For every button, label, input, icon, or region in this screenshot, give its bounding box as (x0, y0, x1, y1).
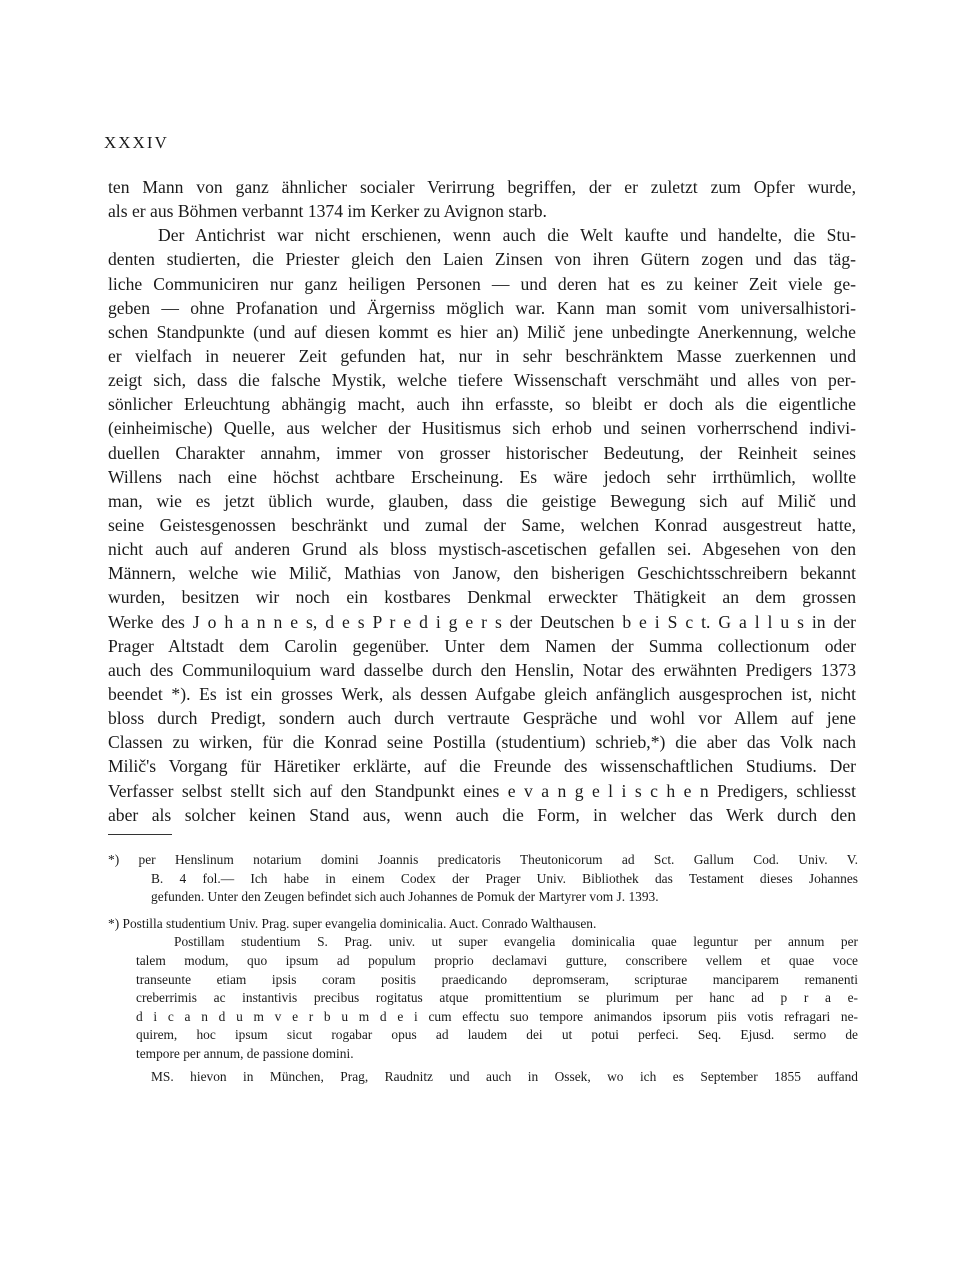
text-line: bloss durch Predigt, sondern auch durch vertraute Gespräche und wohl vor Allem auf jene (108, 708, 856, 729)
text-line: Verfasser selbst stellt sich auf den Standpunkt eines e v a n g e l i s c h e n Predigers, schliesst (108, 780, 856, 801)
footnote-line: gefunden. Unter den Zeugen befindet sich auch Johannes de Pomuk der Martyrer vom J. 1393. (151, 889, 659, 905)
footnote-line: quirem, hoc ipsum sicut rogabar opus ad laudem dei ut potui perfeci. Seq. Ejusd. sermo de (136, 1027, 858, 1043)
text-line: Der Antichrist war nicht erschienen, wenn auch die Welt kaufte und handelte, die Stu- (158, 225, 856, 246)
text-line: ten Mann von ganz ähnlicher socialer Verirrung begriffen, der er zuletzt zum Opfer wurde, (108, 177, 856, 197)
text-line: nicht auch auf anderen Grund als bloss mystisch-ascetischen gefallen sei. Abgesehen von den (108, 539, 856, 560)
text-line: denten studierten, die Priester gleich den Laien Zinsen von ihren Gütern zogen und das täg- (108, 249, 856, 270)
footnote-line: Postillam studentium S. Prag. univ. ut super evangelia dominicalia quae leguntur per annum per (174, 934, 858, 950)
footnote-text: per Henslinum notarium domini Joannis predicatoris Theutonicorum ad Sct. Gallum Cod. Univ. V. (138, 852, 858, 867)
text-line: seine Geistesgenossen beschränkt und zumal der Same, welchen Konrad ausgestreut hatte, (108, 514, 856, 535)
text-line: schen Standpunkte (und auf diesen kommt es hier an) Milič jene unbedingte Anerkennung, welche (108, 321, 856, 342)
footnote-line (108, 915, 858, 934)
footnote-marker: *) (108, 915, 120, 931)
footnote-1 (108, 851, 858, 907)
footnote-line: transeunte etiam ipsis coram positis praedicando depromseram, scripturae manciparem remanenti (136, 971, 858, 987)
footnote-line (108, 851, 858, 870)
text-line: Classen zu wirken, für die Konrad seine Postilla (studentium) schrieb,*) die aber das Volk nach (108, 732, 856, 753)
footnote-line: d i c a n d u m v e r b u m d e i cum effectu suo tempore animandos ipsorum piis votis refragari ne- (136, 1008, 858, 1024)
text-line: sönlicher Erleuchtung abhängig macht, auch ihn erfasste, so bleibt er doch als die eigentliche (108, 394, 856, 415)
text-line: (einheimische) Quelle, aus welcher der Husitismus sich erhob und seinen vorherrschend indivi- (108, 418, 856, 439)
footnotes (108, 851, 858, 1086)
footnote-2 (108, 915, 858, 1086)
page-number: XXXIV (104, 133, 169, 152)
text-line: beendet *). Es ist ein grosses Werk, als dessen Aufgabe gleich anfänglich ausgesprochen ist, nicht (108, 683, 856, 704)
footnote-gap (108, 907, 858, 915)
footnote-line: creberrimis ac instantivis precibus rogitatus atque promittentium se plurimum per hanc ad p r a e- (136, 990, 858, 1006)
footnote-line: tempore per annum, de passione domini. (136, 1045, 354, 1061)
text-line: auch des Communiloquium ward dasselbe durch den Henslin, Notar des erwähnten Predigers 1373 (108, 659, 856, 680)
text-line: Milič's Vorgang für Häretiker erklärte, auf die Freunde des wissenschaftlichen Studiums. Der (108, 756, 856, 777)
text-line: man, wie es jetzt üblich wurde, glauben, dass die geistige Bewegung sich auf Milič und (108, 490, 856, 511)
footnote-separator (108, 834, 172, 835)
text-line: Prager Altstadt dem Carolin gegenüber. Unter dem Namen der Summa collectionum oder (108, 635, 856, 656)
text-line: aber als solcher keinen Stand aus, wenn auch die Form, in welcher das Werk durch den (108, 804, 856, 825)
footnote-marker: *) (108, 852, 120, 867)
text-line: zeigt sich, dass die falsche Mystik, welche tiefere Wissenschaft verschmäht und alles von per- (108, 370, 856, 391)
footnote-line: MS. hievon in München, Prag, Raudnitz und auch in Ossek, wo ich es September 1855 auffand (151, 1068, 858, 1084)
text-line: geben — ohne Profanation und Ärgerniss möglich war. Kann man somit vom universalhistori- (108, 297, 856, 318)
text-line: wurden, besitzen wir noch ein kostbares Denkmal erweckter Thätigkeit an dem grossen (108, 587, 856, 608)
footnote-line: B. 4 fol.— Ich habe in einem Codex der Prager Univ. Bibliothek das Testament dieses Johannes (151, 870, 858, 886)
text-line: Männern, welche wie Milič, Mathias von Janow, den bisherigen Geschichtsschreibern bekannt (108, 563, 856, 584)
text-line: duellen Charakter annahm, immer von grosser historischer Bedeutung, der Reinheit seines (108, 442, 856, 463)
text-line: Willens nach eine höchst achtbare Erscheinung. Es wäre jedoch sehr irrthümlich, wollte (108, 466, 856, 487)
footnote-text: Postilla studentium Univ. Prag. super evangelia dominicalia. Auct. Conrado Walthausen. (122, 915, 597, 931)
main-text (108, 175, 856, 827)
text-line: er vielfach in neuerer Zeit gefunden hat, nur in sehr beschränktem Masse zuerkennen und (108, 345, 856, 366)
text-line: Werke des J o h a n n e s, d e s P r e d i g e r s der Deutschen b e i S c t. G a l l u s in der (108, 611, 856, 632)
text-line: liche Communiciren nur ganz heiligen Personen — und deren hat es zu keiner Zeit viele ge- (108, 273, 856, 294)
text-line: als er aus Böhmen verbannt 1374 im Kerker zu Avignon starb. (108, 201, 547, 222)
footnote-line: talem modum, quo ipsum ad populum proprio declamavi gutture, conscribere vellem et quae voce (136, 952, 858, 968)
